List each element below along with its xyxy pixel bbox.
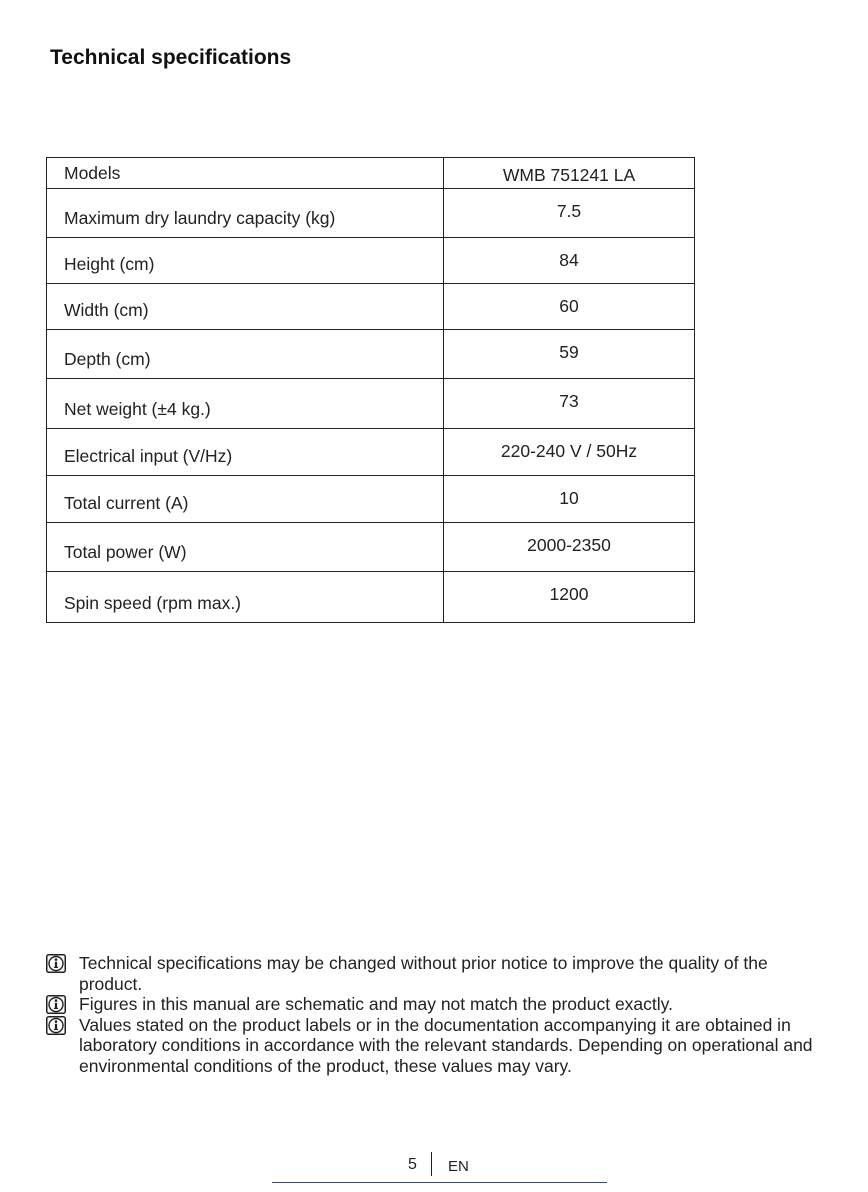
note-item — [46, 953, 826, 994]
spec-label: Width (cm) — [47, 284, 444, 330]
table-row — [47, 284, 695, 330]
spec-table — [46, 157, 695, 623]
table-row — [47, 523, 695, 572]
table-row — [47, 189, 695, 238]
spec-label: Total current (A) — [47, 476, 444, 523]
spec-label: Height (cm) — [47, 238, 444, 284]
notes-section — [46, 953, 826, 1076]
spec-value: 59 — [444, 330, 695, 379]
spec-value: 1200 — [444, 572, 695, 623]
table-row — [47, 476, 695, 523]
note-item — [46, 994, 826, 1015]
table-row — [47, 379, 695, 429]
spec-value: 220-240 V / 50Hz — [444, 429, 695, 476]
page-number: 5 — [408, 1156, 417, 1173]
info-icon — [46, 954, 66, 973]
table-row — [47, 429, 695, 476]
spec-value: 10 — [444, 476, 695, 523]
spec-value: 7.5 — [444, 189, 695, 238]
table-header-row — [47, 158, 695, 189]
footer-divider — [431, 1152, 432, 1176]
note-item — [46, 1015, 826, 1077]
footer-rule — [272, 1182, 607, 1183]
table-row — [47, 330, 695, 379]
spec-label: Spin speed (rpm max.) — [47, 572, 444, 623]
page-title: Technical specifications — [50, 46, 292, 69]
note-text: Figures in this manual are schematic and may not match the product exactly. — [79, 994, 673, 1014]
spec-label: Maximum dry laundry capacity (kg) — [47, 189, 444, 238]
spec-label: Electrical input (V/Hz) — [47, 429, 444, 476]
note-text: Technical specifications may be changed without prior notice to improve the quality of the product. — [79, 953, 768, 994]
models-value: WMB 751241 LA — [444, 158, 695, 189]
spec-label: Net weight (±4 kg.) — [47, 379, 444, 429]
language-code: EN — [448, 1158, 469, 1175]
spec-value: 60 — [444, 284, 695, 330]
spec-value: 2000-2350 — [444, 523, 695, 572]
table-row — [47, 572, 695, 623]
note-text: Values stated on the product labels or in the documentation accompanying it are obtained in laboratory conditions in accordance with the relevant standards. Depending on operational and environmental conditions of the product, these values may vary. — [79, 1014, 813, 1076]
spec-label: Depth (cm) — [47, 330, 444, 379]
spec-value: 73 — [444, 379, 695, 429]
spec-label: Total power (W) — [47, 523, 444, 572]
table-row — [47, 238, 695, 284]
spec-value: 84 — [444, 238, 695, 284]
info-icon — [46, 1016, 66, 1035]
info-icon — [46, 995, 66, 1014]
models-label: Models — [47, 158, 444, 189]
